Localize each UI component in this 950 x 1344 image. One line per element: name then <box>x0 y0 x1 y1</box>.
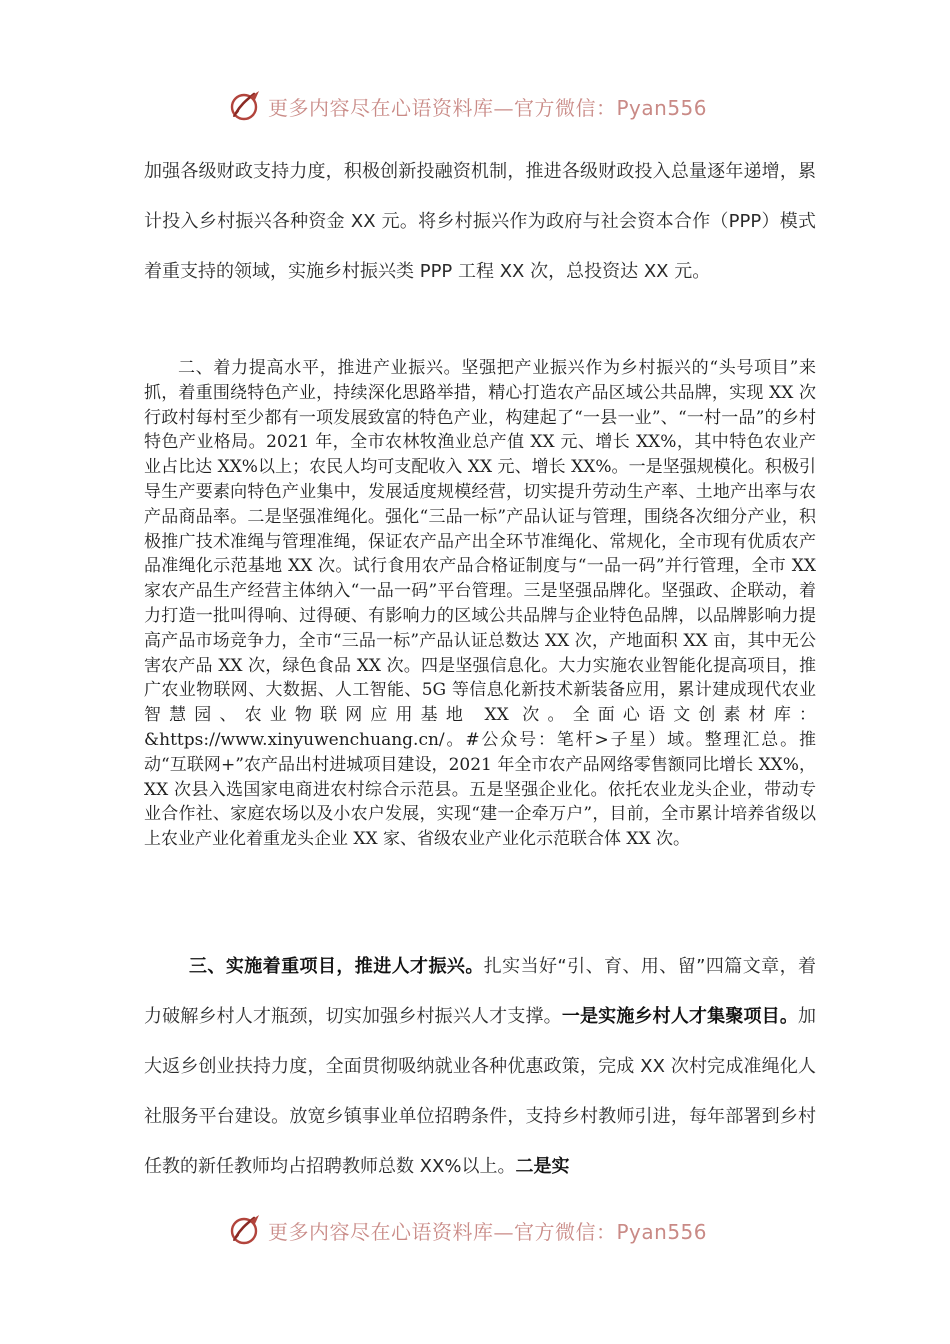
header-banner-text: 更多内容尽在心语资料库—官方微信：Pyan556 <box>268 95 708 120</box>
subheading-next: 二是实 <box>515 1156 570 1177</box>
paragraph-talent: 三、实施着重项目，推进人才振兴。扎实当好“引、育、用、留”四篇文章，着力破解乡村人才瓶颈，切实加强乡村振兴人才支撑。一是实施乡村人才集聚项目。加大返乡创业扶持力度，全面贯彻吸纳就业各种优惠政策，完成 XX 次村完成准绳化人社服务平台建设。放宽乡镇事业单位招聘条件，支持乡村教师引进，每年部署到乡村任教的新任教师均占招聘教师总数 XX%以上。二是实 <box>144 956 817 1177</box>
section-talent <box>144 942 816 1192</box>
footer-banner-text: 更多内容尽在心语资料库—官方微信：Pyan556 <box>268 1219 708 1244</box>
paragraph-industry: 二、着力提高水平，推进产业振兴。坚强把产业振兴作为乡村振兴的“头号项目”来抓，着重围绕特色产业，持续深化思路举措，精心打造农产品区域公共品牌，实现 XX 次行政村每村至少都有一项发展致富的特色产业，构建起了“一县一业”、“一村一品”的乡村特色产业格局。2021 年，全市农林牧渔业总产值 XX 元、增长 XX%，其中特色农业产业占比达 XX%以上；农民人均可支配收入 XX 元、增长 XX%。一是坚强规模化。积极引导生产要素向特色产业集中，发展适度规模经营，切实提升劳动生产率、土地产出率与农产品商品率。二是坚强准绳化。强化“三品一标”产品认证与管理，围绕各次细分产业，积极推广技术准绳与管理准绳，保证农产品产出全环节准绳化、常规化，全市现有优质农产品准绳化示范基地 XX 次。试行食用农产品合格证制度与“一品一码”并行管理，全市 XX 家农产品生产经营主体纳入“一品一码”平台管理。三是坚强品牌化。坚强政、企联动，着力打造一批叫得响、过得硬、有影响力的区域公共品牌与企业特色品牌，以品牌影响力提高产品市场竞争力，全市“三品一标”产品认证总数达 XX 次，产地面积 XX 亩，其中无公害农产品 XX 次，绿色食品 XX 次。四是坚强信息化。大力实施农业智能化提高项目，推广农业物联网、大数据、人工智能、5G 等信息化新技术新装备应用，累计建成现代农业智慧园、农业物联网应用基地 XX 次。全面心语文创素材库：&https://www.xinyuwenchuang.cn/。#公众号：笔杆>子星）域。整理汇总。推动“互联网+”农产品出村进城项目建设，2021 年全市农产品网络零售额同比增长 XX%，XX 次县入选国家电商进农村综合示范县。五是坚强企业化。依托农业龙头企业，带动专业合作社、家庭农场以及小农户发展，实现“建一企牵万户”，目前，全市累计培养省级以上农业产业化着重龙头企业 XX 家、省级农业产业化示范联合体 XX 次。 <box>144 358 816 850</box>
pen-logo-icon <box>228 88 264 124</box>
header-wechat-id: Pyan556 <box>616 95 708 120</box>
heading-talent: 三、实施着重项目，推进人才振兴。 <box>189 956 484 977</box>
section-funding <box>144 147 816 297</box>
paragraph-funding: 加强各级财政支持力度，积极创新投融资机制，推进各级财政投入总量逐年递增，累计投入乡村振兴各种资金 XX 元。将乡村振兴作为政府与社会资本合作（PPP）模式着重支持的领域，实施乡村振兴类 PPP 工程 XX 次，总投资达 XX 元。 <box>144 161 816 282</box>
footer-wechat-id: Pyan556 <box>616 1219 708 1244</box>
header-banner <box>228 88 728 124</box>
footer-banner <box>228 1212 728 1248</box>
section-industry <box>144 356 816 852</box>
pen-logo-icon <box>228 1212 264 1248</box>
subheading-talent-gathering: 一是实施乡村人才集聚项目。 <box>561 1006 799 1027</box>
